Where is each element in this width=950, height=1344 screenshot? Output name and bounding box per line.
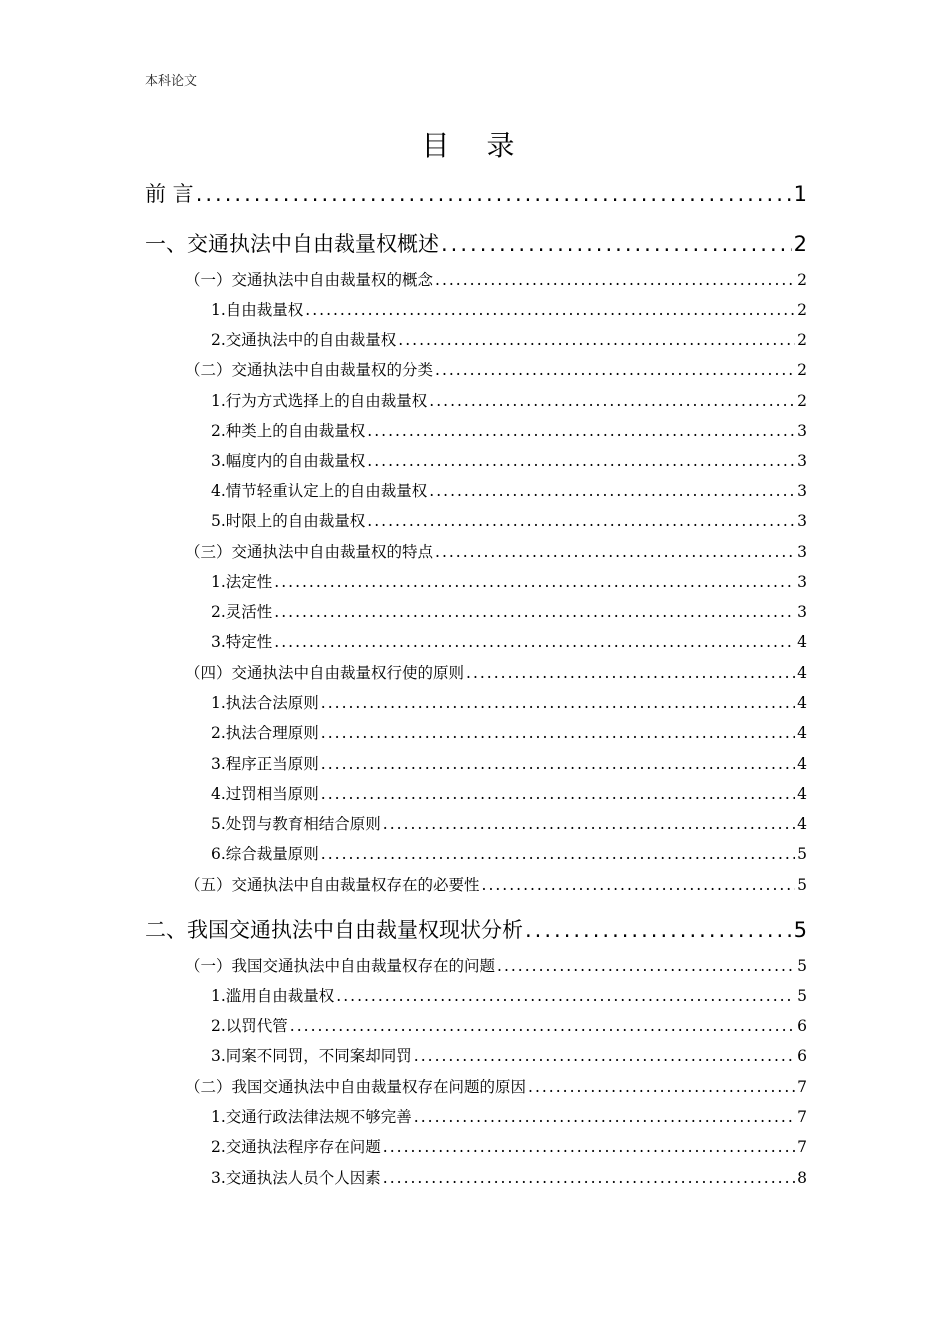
dot-leader <box>441 232 792 256</box>
dot-leader <box>466 664 795 682</box>
dot-leader <box>321 755 795 773</box>
toc-entry[interactable] <box>211 600 807 622</box>
toc-entry-label: 2.交通执法程序存在问题 <box>211 1138 381 1156</box>
toc-entry[interactable] <box>211 630 807 652</box>
toc-page-number: 4 <box>797 724 807 742</box>
toc-entry[interactable] <box>211 328 807 350</box>
dot-leader <box>367 452 795 470</box>
toc-entry[interactable] <box>211 752 807 774</box>
toc-entry[interactable] <box>211 1014 807 1036</box>
dot-leader <box>383 1138 795 1156</box>
toc-entry[interactable] <box>211 691 807 713</box>
dot-leader <box>274 603 795 621</box>
toc-page-number: 2 <box>797 271 807 289</box>
toc-page-number: 4 <box>797 664 807 682</box>
toc-entry[interactable] <box>211 570 807 592</box>
toc-page-number: 5 <box>797 987 807 1005</box>
toc-entry[interactable] <box>211 812 807 834</box>
toc-entry-label: 5.处罚与教育相结合原则 <box>211 815 381 833</box>
toc-entry-label: 2.交通执法中的自由裁量权 <box>211 331 397 349</box>
toc-entry-label: （二）交通执法中自由裁量权的分类 <box>185 361 434 379</box>
toc-entry-label: 1.法定性 <box>211 573 273 591</box>
dot-leader <box>497 957 795 975</box>
toc-page-number: 2 <box>793 232 807 256</box>
dot-leader <box>336 987 795 1005</box>
toc-entry[interactable] <box>211 1135 807 1157</box>
dot-leader <box>367 512 795 530</box>
toc-page-number: 3 <box>797 543 807 561</box>
toc-entry[interactable] <box>211 479 807 501</box>
toc-entry[interactable] <box>185 873 807 895</box>
toc-entry-label: 3.特定性 <box>211 633 273 651</box>
toc-entry[interactable] <box>185 661 807 683</box>
toc-entry[interactable] <box>185 358 807 380</box>
toc-page-number: 6 <box>797 1047 807 1065</box>
toc-entry[interactable] <box>211 419 807 441</box>
dot-leader <box>367 422 795 440</box>
running-header: 本科论文 <box>145 74 198 89</box>
toc-entry[interactable] <box>211 509 807 531</box>
toc-page-number: 7 <box>797 1078 807 1096</box>
toc-page-number: 1 <box>793 182 807 206</box>
dot-leader <box>321 845 795 863</box>
toc-page-number: 4 <box>797 755 807 773</box>
toc-entry-label: 二、我国交通执法中自由裁量权现状分析 <box>145 918 523 942</box>
dot-leader <box>528 1078 795 1096</box>
toc-entry-label: （三）交通执法中自由裁量权的特点 <box>185 543 434 561</box>
toc-entry[interactable] <box>211 842 807 864</box>
toc-page-number: 4 <box>797 815 807 833</box>
toc-entry[interactable] <box>145 228 807 258</box>
toc-entry[interactable] <box>211 449 807 471</box>
dot-leader <box>321 785 795 803</box>
toc-entry-label: 前 言 <box>145 182 194 206</box>
toc-entry-label: 1.滥用自由裁量权 <box>211 987 335 1005</box>
toc-page-number: 3 <box>797 452 807 470</box>
page-title: 目 录 <box>421 129 529 162</box>
toc-entry-label: 3.程序正当原则 <box>211 755 319 773</box>
toc-page-number: 2 <box>797 301 807 319</box>
toc-page-number: 2 <box>797 392 807 410</box>
dot-leader <box>482 876 796 894</box>
toc-entry-label: （一）我国交通执法中自由裁量权存在的问题 <box>185 957 496 975</box>
toc-page-number: 3 <box>797 482 807 500</box>
dot-leader <box>435 271 795 289</box>
toc-page-number: 5 <box>793 918 807 942</box>
toc-entry[interactable] <box>145 178 807 208</box>
toc-page-number: 7 <box>797 1108 807 1126</box>
dot-leader <box>525 918 792 942</box>
dot-leader <box>274 633 795 651</box>
toc-page-number: 5 <box>797 957 807 975</box>
toc-entry[interactable] <box>185 540 807 562</box>
toc-entry-label: （四）交通执法中自由裁量权行使的原则 <box>185 664 465 682</box>
dot-leader <box>383 815 795 833</box>
toc-page-number: 4 <box>797 785 807 803</box>
toc-entry[interactable] <box>211 984 807 1006</box>
dot-leader <box>290 1017 795 1035</box>
toc-entry-label: 3.交通执法人员个人因素 <box>211 1169 381 1187</box>
toc-page-number: 5 <box>797 845 807 863</box>
toc-entry-label: （一）交通执法中自由裁量权的概念 <box>185 271 434 289</box>
toc-entry-label: 1.交通行政法律法规不够完善 <box>211 1108 412 1126</box>
dot-leader <box>435 543 795 561</box>
toc-entry-label: 2.种类上的自由裁量权 <box>211 422 366 440</box>
toc-entry[interactable] <box>185 954 807 976</box>
toc-entry-label: 1.行为方式选择上的自由裁量权 <box>211 392 428 410</box>
toc-entry[interactable] <box>211 298 807 320</box>
dot-leader <box>321 694 795 712</box>
toc-page-number: 8 <box>797 1169 807 1187</box>
toc-entry[interactable] <box>211 389 807 411</box>
dot-leader <box>321 724 795 742</box>
toc-entry[interactable] <box>185 1075 807 1097</box>
toc-page-number: 4 <box>797 633 807 651</box>
toc-entry[interactable] <box>211 1044 807 1066</box>
dot-leader <box>414 1047 795 1065</box>
toc-page-number: 3 <box>797 422 807 440</box>
toc-page-number: 2 <box>797 331 807 349</box>
toc-entry-label: 1.执法合法原则 <box>211 694 319 712</box>
toc-entry-label: 2.以罚代管 <box>211 1017 288 1035</box>
toc-page-number: 3 <box>797 512 807 530</box>
dot-leader <box>305 301 795 319</box>
toc-page-number: 3 <box>797 603 807 621</box>
toc-entry[interactable] <box>211 1105 807 1127</box>
toc-entry-label: 一、交通执法中自由裁量权概述 <box>145 232 439 256</box>
toc-entry-label: 5.时限上的自由裁量权 <box>211 512 366 530</box>
toc-entry-label: 4.过罚相当原则 <box>211 785 319 803</box>
toc-entry-label: （二）我国交通执法中自由裁量权存在问题的原因 <box>185 1078 527 1096</box>
toc-entry-label: 3.同案不同罚，不同案却同罚 <box>211 1047 412 1065</box>
toc-entry-label: 4.情节轻重认定上的自由裁量权 <box>211 482 428 500</box>
toc-entry-label: （五）交通执法中自由裁量权存在的必要性 <box>185 876 480 894</box>
toc-entry-label: 3.幅度内的自由裁量权 <box>211 452 366 470</box>
toc-page-number: 6 <box>797 1017 807 1035</box>
toc-entry[interactable] <box>185 268 807 290</box>
toc-page-number: 7 <box>797 1138 807 1156</box>
toc-entry[interactable] <box>211 721 807 743</box>
dot-leader <box>398 331 795 349</box>
toc-page-number: 5 <box>797 876 807 894</box>
dot-leader <box>429 392 795 410</box>
toc-entry-label: 2.执法合理原则 <box>211 724 319 742</box>
toc-entry[interactable] <box>211 1166 807 1188</box>
toc-page-number: 2 <box>797 361 807 379</box>
toc-page-number: 3 <box>797 573 807 591</box>
toc-entry-label: 6.综合裁量原则 <box>211 845 319 863</box>
dot-leader <box>274 573 795 591</box>
dot-leader <box>429 482 795 500</box>
toc-entry-label: 1.自由裁量权 <box>211 301 304 319</box>
toc-entry[interactable] <box>145 914 807 944</box>
dot-leader <box>383 1169 795 1187</box>
dot-leader <box>435 361 795 379</box>
toc-entry-label: 2.灵活性 <box>211 603 273 621</box>
dot-leader <box>414 1108 795 1126</box>
toc-entry[interactable] <box>211 782 807 804</box>
toc-page-number: 4 <box>797 694 807 712</box>
dot-leader <box>196 182 792 206</box>
